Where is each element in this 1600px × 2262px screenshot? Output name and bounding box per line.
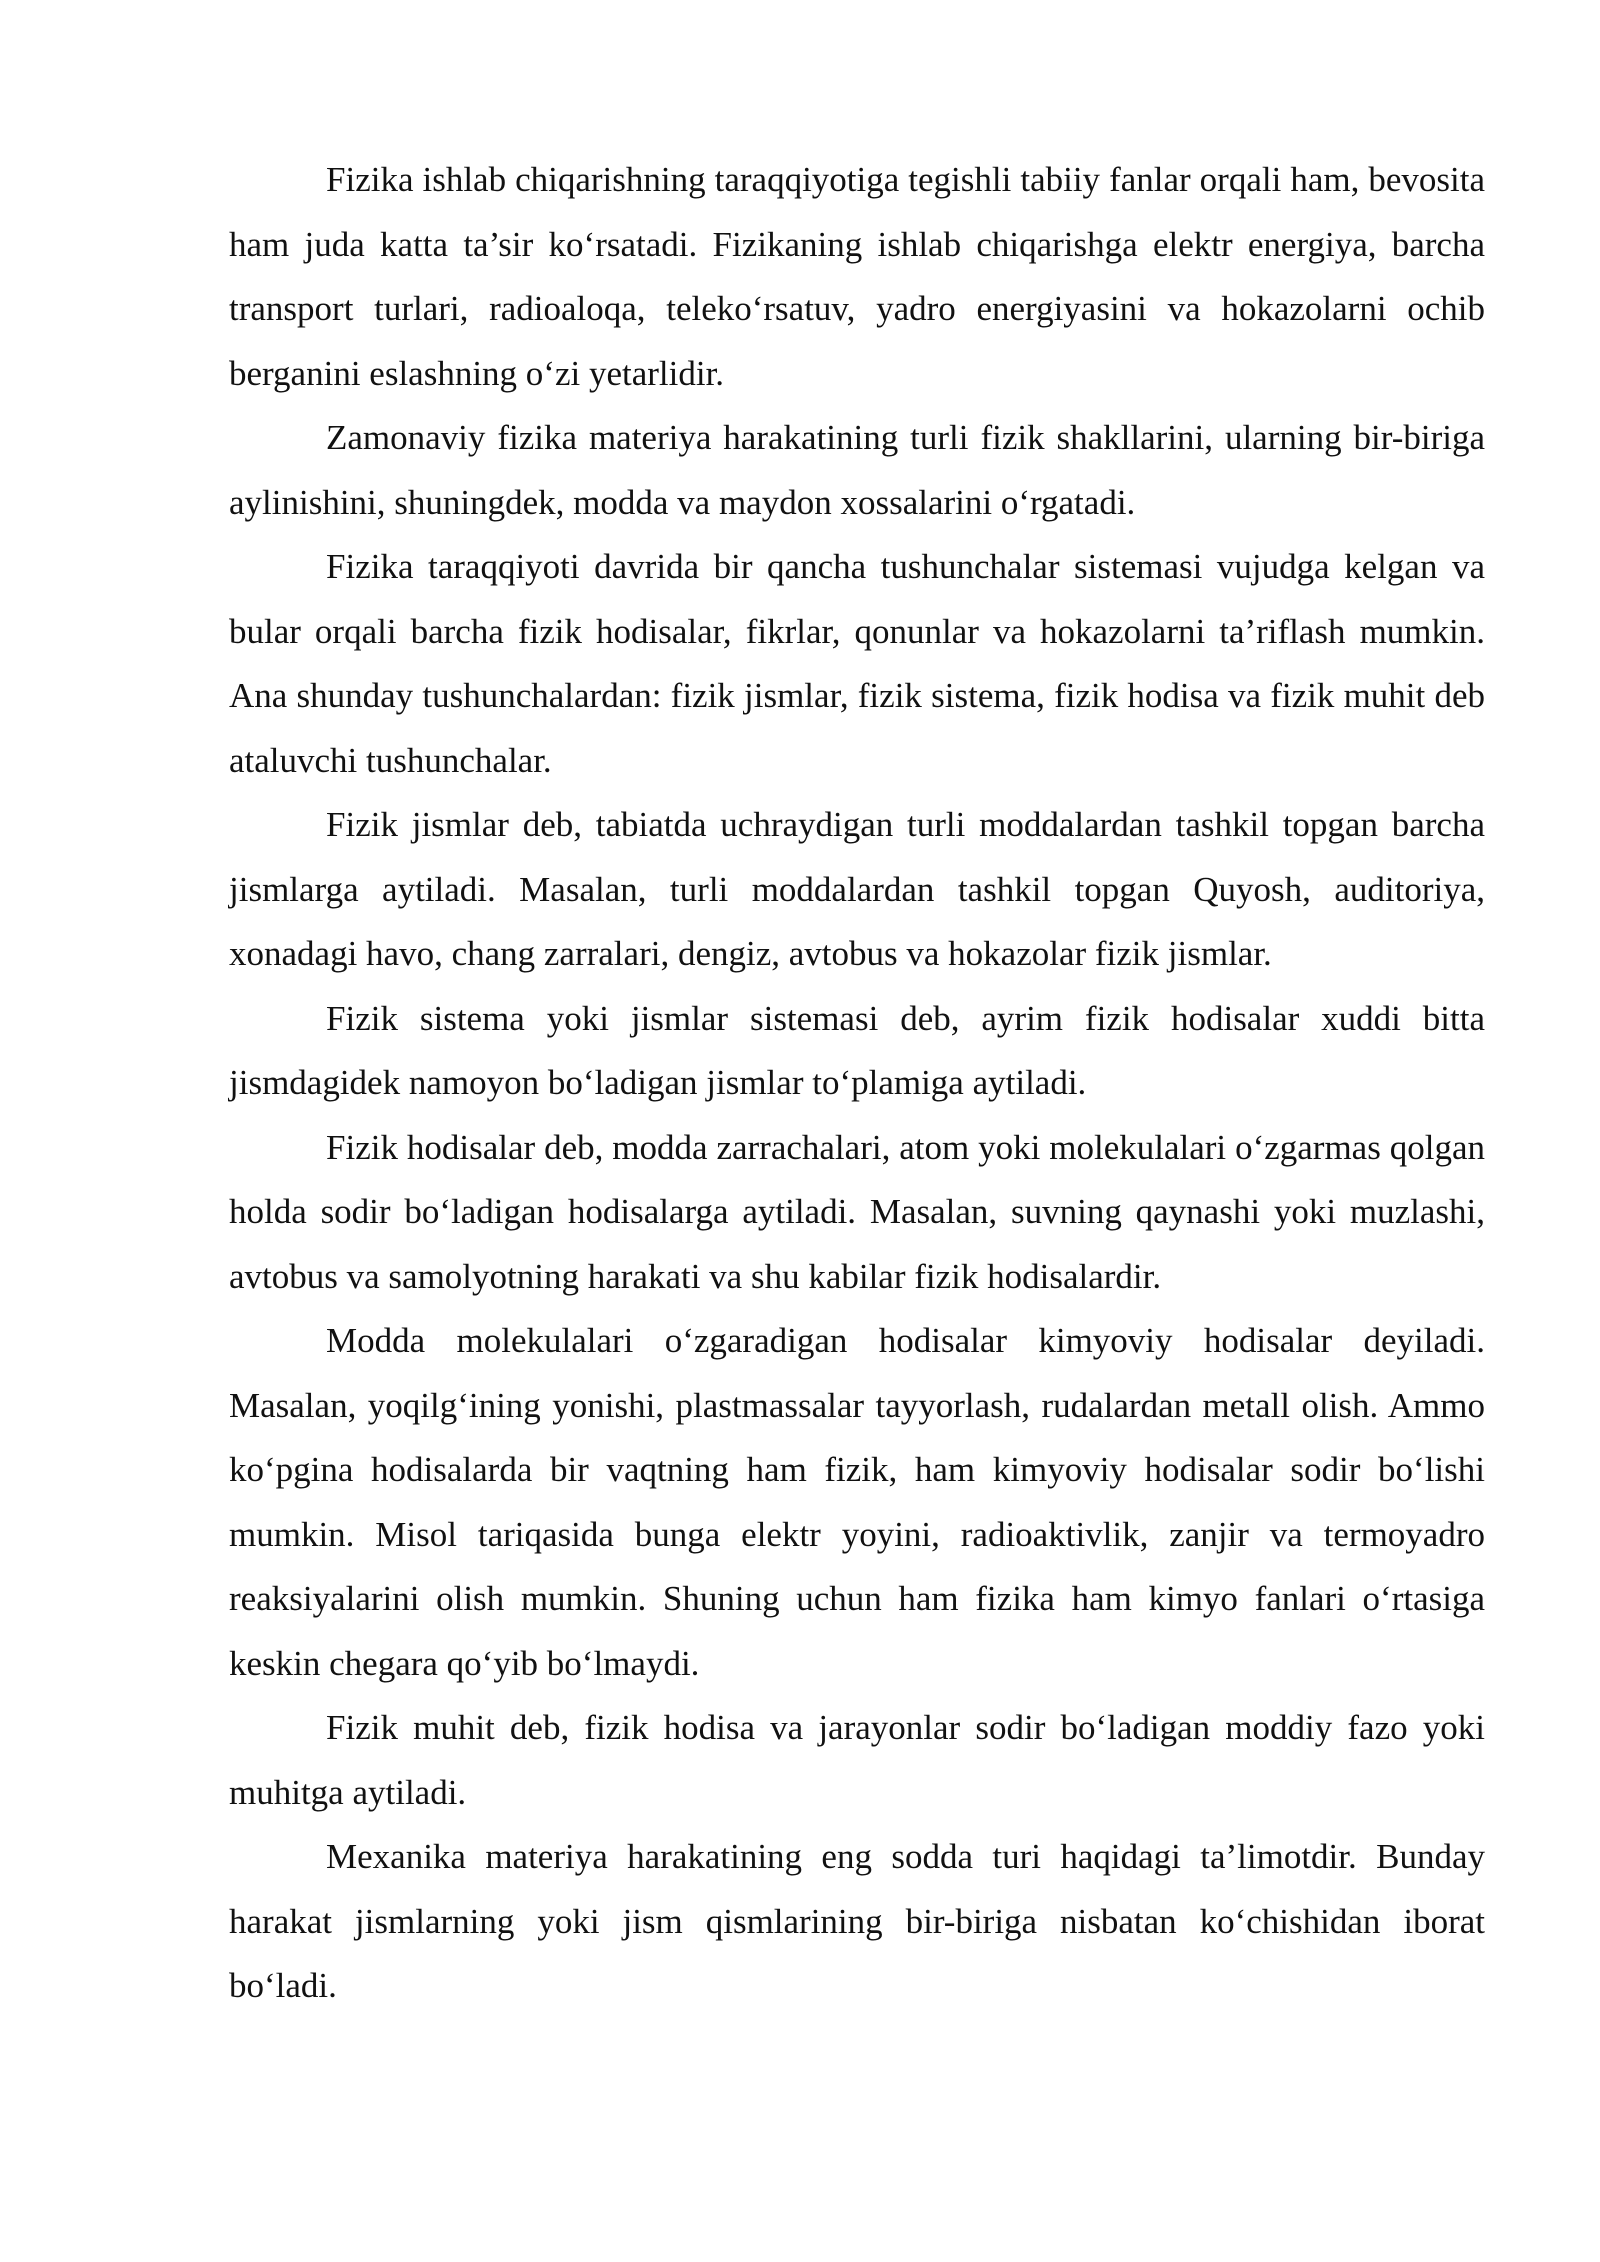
paragraph-physics-and-production: Fizika ishlab chiqarishning taraqqiyotiga tegishli tabiiy fanlar orqali ham, bevosita ham juda katta ta’sir ko‘rsatadi. Fizikaning ishlab chiqarishga elektr energiya, barcha transport turlari, radioaloqa, teleko‘rsatuv, yadro energiyasini va hokazolarni ochib berganini eslashning o‘zi yetarlidir. [229, 160, 1485, 393]
paragraph-physical-medium: Fizik muhit deb, fizik hodisa va jarayonlar sodir bo‘ladigan moddiy fazo yoki muhitga aytiladi. [229, 1708, 1485, 1812]
paragraph-chemical-phenomena: Modda molekulalari o‘zgaradigan hodisalar kimyoviy hodisalar deyiladi. Masalan, yoqilg‘ining yonishi, plastmassalar tayyorlash, rudalardan metall olish. Ammo ko‘pgina hodisalarda bir vaqtning ham fizik, ham kimyoviy hodisalar sodir bo‘lishi mumkin. Misol tariqasida bunga elektr yoyini, radioaktivlik, zanjir va termoyadro reaksiyalarini olish mumkin. Shuning uchun ham fizika ham kimyo fanlari o‘rtasiga keskin chegara qo‘yib bo‘lmaydi. [229, 1321, 1485, 1683]
document-page [229, 148, 1485, 2019]
paragraph-physical-bodies: Fizik jismlar deb, tabiatda uchraydigan turli moddalardan tashkil topgan barcha jismlarga aytiladi. Masalan, turli moddalardan tashkil topgan Quyosh, auditoriya, xonadagi havo, chang zarralari, dengiz, avtobus va hokazolar fizik jismlar. [229, 805, 1485, 973]
paragraph-modern-physics: Zamonaviy fizika materiya harakatining turli fizik shakllarini, ularning bir-biriga aylinishini, shuningdek, modda va maydon xossalarini o‘rgatadi. [229, 418, 1485, 522]
paragraph-physical-system: Fizik sistema yoki jismlar sistemasi deb, ayrim fizik hodisalar xuddi bitta jismdagidek namoyon bo‘ladigan jismlar to‘plamiga aytiladi. [229, 998, 1485, 1102]
paragraph-physical-phenomena: Fizik hodisalar deb, modda zarrachalari, atom yoki molekulalari o‘zgarmas qolgan holda sodir bo‘ladigan hodisalarga aytiladi. Masalan, suvning qaynashi yoki muzlashi, avtobus va samolyotning harakati va shu kabilar fizik hodisalardir. [229, 1127, 1485, 1296]
paragraph-concept-systems: Fizika taraqqiyoti davrida bir qancha tushunchalar sistemasi vujudga kelgan va bular orqali barcha fizik hodisalar, fikrlar, qonunlar va hokazolarni ta’riflash mumkin. Ana shunday tushunchalardan: fizik jismlar, fizik sistema, fizik hodisa va fizik muhit deb ataluvchi tushunchalar. [229, 547, 1485, 780]
paragraph-mechanics: Mexanika materiya harakatining eng sodda turi haqidagi ta’limotdir. Bunday harakat jismlarning yoki jism qismlarining bir-biriga nisbatan ko‘chishidan iborat bo‘ladi. [229, 1837, 1485, 2005]
